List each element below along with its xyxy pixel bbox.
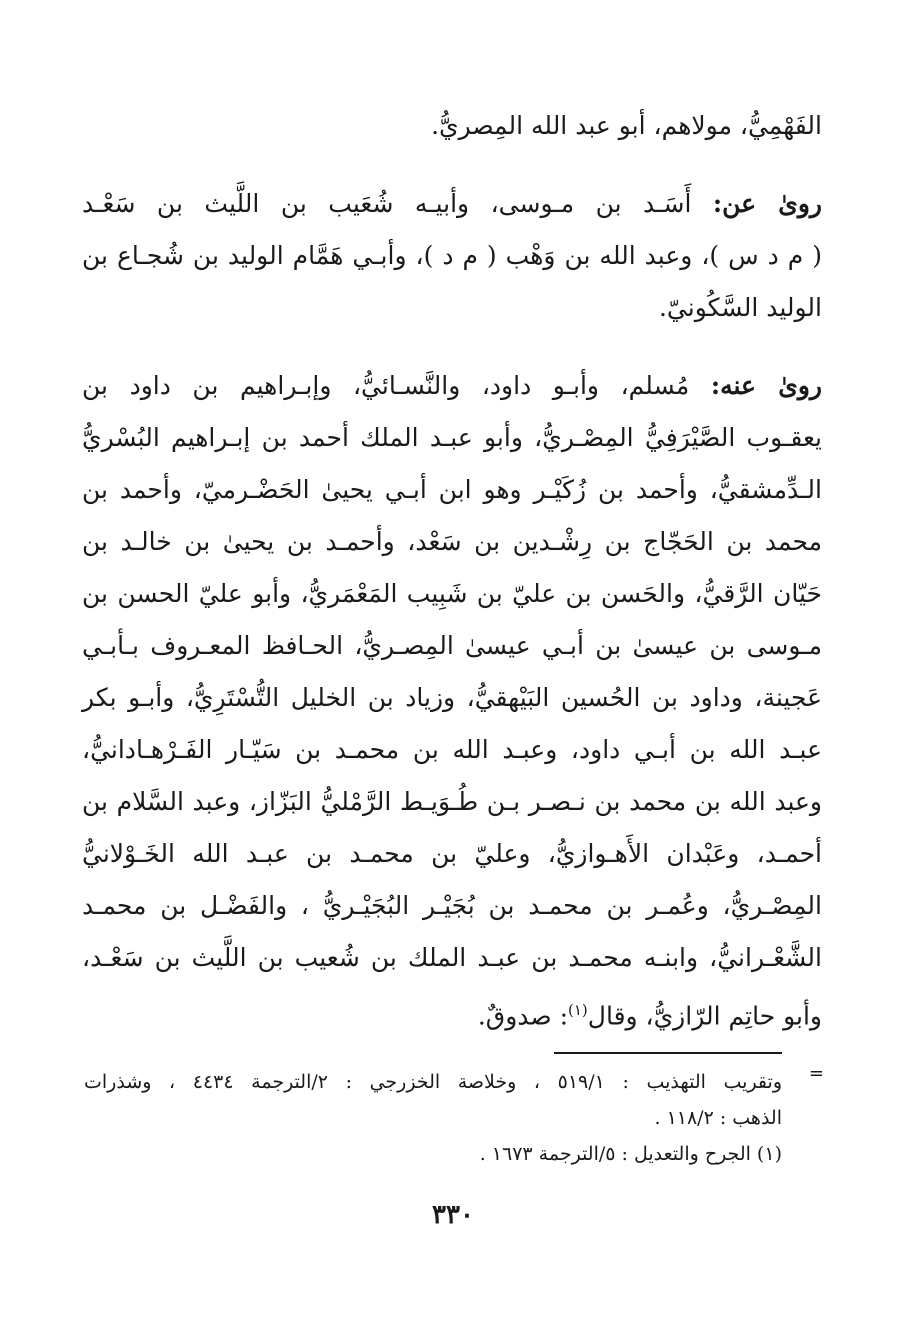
narrated-by-line-11: المِصْـريُّ، وعُمـر بن محمـد بن بُجَيْـر البُجَيْـريُّ ، والفَضْـل بن محمـد bbox=[82, 891, 822, 920]
narrated-from-line-2: ( م د س )، وعبد الله بن وَهْب ( م د )، وأبـي هَمَّام الوليد بن شُجـاع بن bbox=[82, 241, 822, 270]
narrated-from-text-1: أَسَـد بن مـوسى، وأبيـه شُعَيب بن اللَّيث بن سَعْـد bbox=[82, 189, 713, 218]
narrated-by-line-8: عبـد الله بن أبـي داود، وعبـد الله بن محمـد بن سَيّـار الفَـرْهـادانيُّ، bbox=[82, 735, 822, 764]
intro-line-text: الفَهْمِيُّ، مولاهم، أبو عبد الله المِصريُّ. bbox=[431, 111, 822, 140]
narrated-by-text-1: مُسلم، وأبـو داود، والنَّسـائيُّ، وإبـراهيم بن داود بن bbox=[82, 371, 711, 400]
narrated-by-line-1 bbox=[82, 360, 822, 412]
footnote-separator bbox=[554, 1052, 782, 1054]
footnote-continuation-line-2: الذهب : ١١٨/٢ . bbox=[654, 1107, 782, 1129]
paragraph-gap bbox=[82, 152, 822, 178]
main-text bbox=[82, 100, 822, 1042]
footnote-reference[interactable]: (١) bbox=[568, 1001, 588, 1019]
paragraph-gap bbox=[82, 334, 822, 360]
narrated-by-line-12: الشَّعْـرانيُّ، وابنـه محمـد بن عبـد الملك بن شُعيب بن اللَّيث بن سَعْـد، bbox=[82, 943, 822, 972]
footnote-continuation-line-1: وتقريب التهذيب : ٥١٩/١ ، وخلاصة الخزرجي : ٢/الترجمة ٤٤٣٤ ، وشذرات bbox=[84, 1071, 783, 1093]
page-number: ٣٣٠ bbox=[432, 1200, 474, 1230]
narrated-by-line-10: أحمـد، وعَبْدان الأَهـوازيُّ، وعليّ بن محمـد بن عبـد الله الخَـوْلانيُّ bbox=[82, 839, 822, 868]
narrated-by-line-7: عَجينة، وداود بن الحُسين البَيْهقيُّ، وزياد بن الخليل التُّسْتَرِيُّ، وأبـو بكر bbox=[82, 683, 822, 712]
narrated-by-line-6: مـوسى بن عيسىٰ بن أبـي عيسىٰ المِصـريُّ، الحـافظ المعـروف بـأبـي bbox=[82, 631, 823, 660]
narrated-by-text-13: وأبو حاتِم الرّازيُّ، وقال bbox=[587, 1001, 822, 1031]
narrated-by-paragraph bbox=[82, 360, 822, 1042]
narrated-from-paragraph bbox=[82, 178, 822, 334]
intro-line bbox=[82, 100, 822, 152]
narrated-by-line-5: حَيّان الرَّقيُّ، والحَسن بن عليّ بن شَبِيب المَعْمَريُّ، وأبو عليّ الحسن بن bbox=[82, 579, 822, 608]
narrated-by-line-3: الـدِّمشقيُّ، وأحمد بن زُكَيْـر وهو ابن أبـي يحيىٰ الحَضْـرميّ، وأحمد بن bbox=[82, 475, 822, 504]
footnote-1: (١) الجرح والتعديل : ٥/الترجمة ١٦٧٣ . bbox=[479, 1143, 782, 1165]
narrated-from-label: روىٰ عن: bbox=[712, 189, 823, 218]
narrated-by-line-4: محمد بن الحَجّاج بن رِشْـدين بن سَعْد، وأحمـد بن يحيىٰ بن خالـد بن bbox=[82, 527, 822, 556]
narrated-from-line-1 bbox=[82, 178, 822, 230]
narrated-by-line-13 bbox=[82, 984, 822, 1042]
narrated-by-line-9: وعبد الله بن محمد بن نـصـر بـن طُـوَيـط الرَّمْليُّ البَزّاز، وعبد السَّلام بن bbox=[82, 787, 822, 816]
footnote-continuation-mark: = bbox=[808, 1063, 824, 1084]
narrated-by-label: روىٰ عنه: bbox=[710, 371, 823, 400]
narrated-by-closing: : صدوقٌ. bbox=[477, 1001, 568, 1031]
narrated-by-line-2: يعقـوب الصَّيْرَفِيُّ المِصْـريُّ، وأبو عبـد الملك أحمد بن إبـراهيم البُسْريُّ bbox=[82, 423, 822, 452]
narrated-from-line-3: الوليد السَّكُونيّ. bbox=[658, 293, 822, 322]
footnotes bbox=[84, 1064, 782, 1172]
